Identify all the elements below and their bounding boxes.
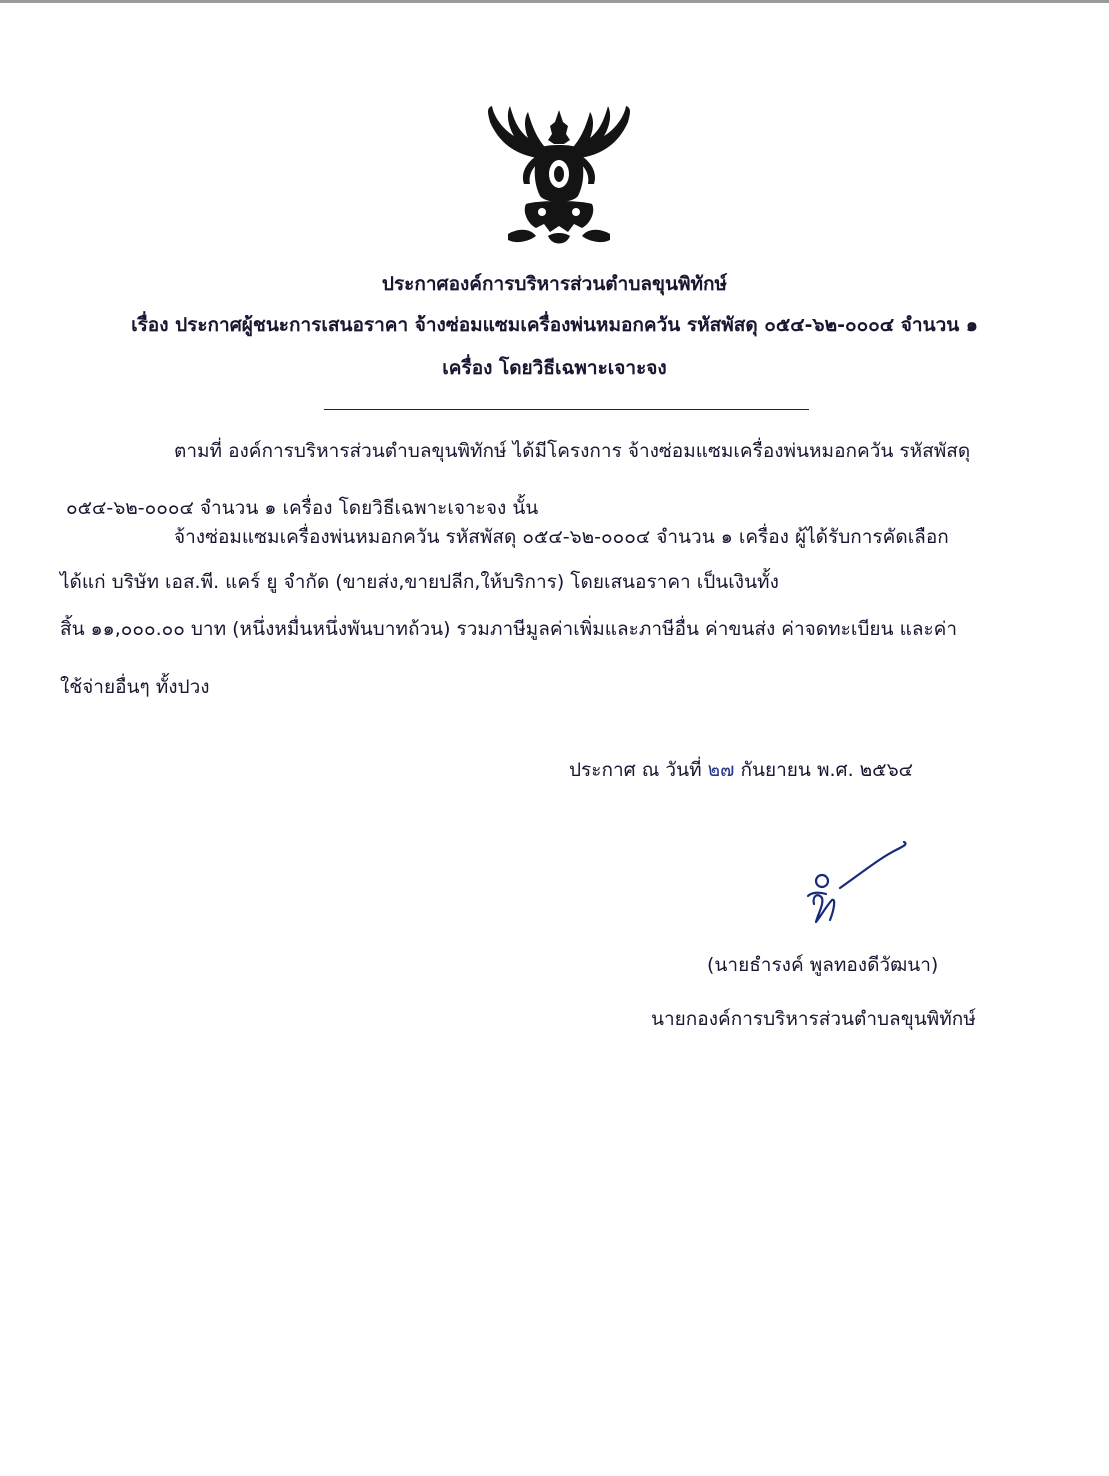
date-month-year: กันยายน พ.ศ. ๒๕๖๔ [740,759,914,781]
announcement-date [569,757,913,783]
title-divider [324,409,809,410]
top-edge-line [0,0,1109,3]
garuda-emblem-icon [478,100,640,256]
signatory-name: (นายธำรงค์ พูลทองดีวัฒนา) [707,954,939,976]
subject-line-2: เครื่อง โดยวิธีเฉพาะเจาะจง [442,357,667,379]
paragraph-1-line-1: ตามที่ องค์การบริหารส่วนตำบลขุนพิทักษ์ ได้มีโครงการ จ้างซ่อมแซมเครื่องพ่นหมอกควัน รหัสพัสดุ [174,440,971,462]
paragraph-2-line-4: ใช้จ่ายอื่นๆ ทั้งปวง [60,676,210,698]
paragraph-2-line-1: จ้างซ่อมแซมเครื่องพ่นหมอกควัน รหัสพัสดุ ๐๕๔-๖๒-๐๐๐๔ จำนวน ๑ เครื่อง ผู้ได้รับการคัดเลือก [174,526,949,548]
signatory-position: นายกองค์การบริหารส่วนตำบลขุนพิทักษ์ [651,1008,976,1030]
paragraph-2-line-2: ได้แก่ บริษัท เอส.พี. แคร์ ยู จำกัด (ขายส่ง,ขายปลีก,ให้บริการ) โดยเสนอราคา เป็นเงินทั้ง [60,571,779,593]
subject-line-1: เรื่อง ประกาศผู้ชนะการเสนอราคา จ้างซ่อมแซมเครื่องพ่นหมอกควัน รหัสพัสดุ ๐๕๔-๖๒-๐๐๐๔ จำนวน ๑ [131,314,978,336]
handwritten-signature [800,838,915,938]
date-prefix: ประกาศ ณ วันที่ [569,759,702,781]
organization-title: ประกาศองค์การบริหารส่วนตำบลขุนพิทักษ์ [381,273,728,295]
paragraph-2-line-3: สิ้น ๑๑,๐๐๐.๐๐ บาท (หนึ่งหมื่นหนึ่งพันบาทถ้วน) รวมภาษีมูลค่าเพิ่มและภาษีอื่น ค่าขนส่ง ค่าจดทะเบียน และค่า [60,618,958,640]
date-day: ๒๗ [707,759,735,781]
paragraph-1-line-2: ๐๕๔-๖๒-๐๐๐๔ จำนวน ๑ เครื่อง โดยวิธีเฉพาะเจาะจง นั้น [66,497,539,519]
